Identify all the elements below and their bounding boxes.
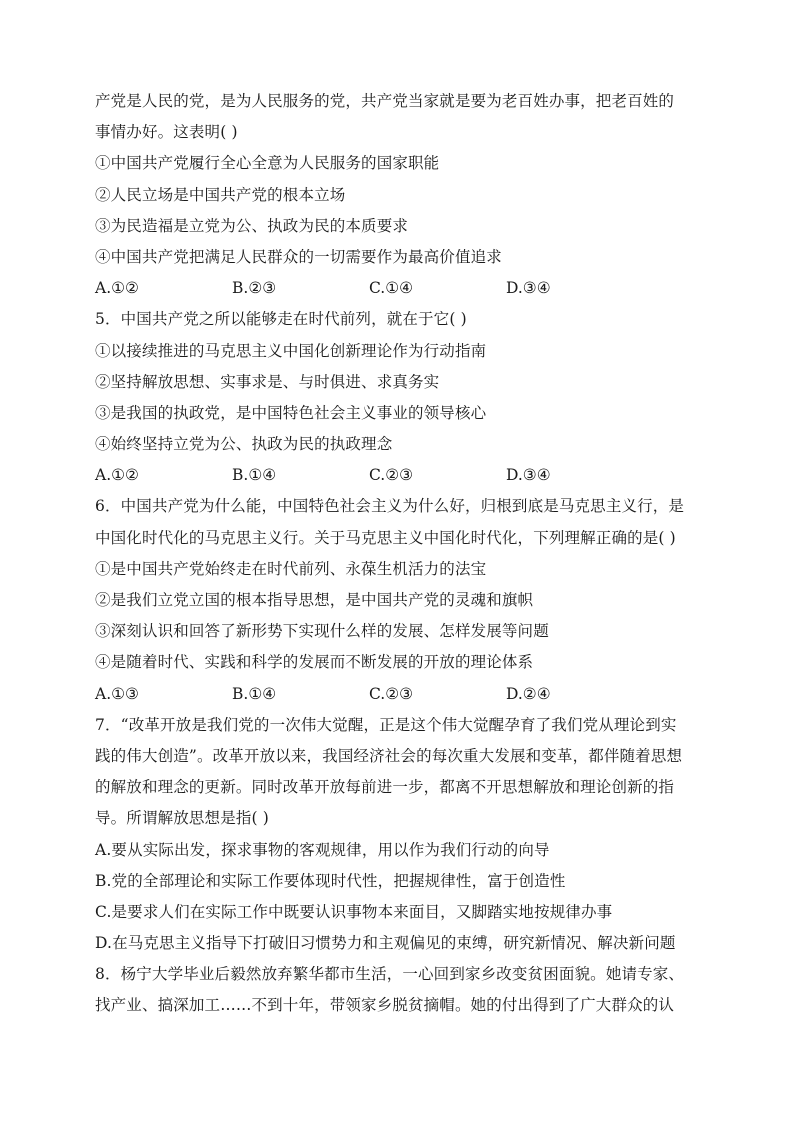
question-5 — [95, 304, 705, 491]
option-b: B.①④ — [232, 684, 277, 703]
question-stem-line: 事情办好。这表明( ) — [95, 123, 238, 142]
choice-d: D.在马克思主义指导下打破旧习惯势力和主观偏见的束缚，研究新情况、解决新问题 — [95, 934, 676, 953]
choice-b: B.党的全部理论和实际工作要体现时代性，把握规律性，富于创造性 — [95, 871, 566, 890]
answer-options — [95, 679, 705, 710]
question-7 — [95, 710, 705, 960]
option-a: A.①③ — [95, 684, 139, 703]
choice-a: A.要从实际出发，探求事物的客观规律，用以作为我们行动的向导 — [95, 840, 550, 859]
question-stem-line: 导。所谓解放思想是指( ) — [95, 809, 269, 828]
statement-item: ②坚持解放思想、实事求是、与时俱进、求真务实 — [95, 372, 440, 391]
statement-item: ④是随着时代、实践和科学的发展而不断发展的开放的理论体系 — [95, 653, 534, 672]
question-stem-line: 践的伟大创造”。改革开放以来，我国经济社会的每次重大发展和变革，都伴随着思想 — [95, 746, 683, 765]
option-c: C.②③ — [369, 684, 414, 703]
option-b: B.①④ — [232, 466, 277, 485]
answer-options — [95, 273, 705, 304]
question-stem-line: 的解放和理念的更新。同时改革开放每前进一步，都离不开思想解放和理论创新的指 — [95, 778, 675, 797]
statement-item: ④始终坚持立党为公、执政为民的执政理念 — [95, 435, 393, 454]
option-a: A.①② — [95, 466, 139, 485]
exam-page — [95, 86, 705, 1022]
option-a: A.①② — [95, 279, 139, 298]
statement-item: ③为民造福是立党为公、执政为民的本质要求 — [95, 216, 409, 235]
option-d: D.③④ — [506, 466, 551, 485]
statement-item: ②是我们立党立国的根本指导思想，是中国共产党的灵魂和旗帜 — [95, 591, 534, 609]
statement-item: ①是中国共产党始终走在时代前列、永葆生机活力的法宝 — [95, 559, 487, 578]
question-6 — [95, 491, 705, 709]
option-d: D.②④ — [506, 684, 551, 703]
question-stem-line: 6．中国共产党为什么能，中国特色社会主义为什么好，归根到底是马克思主义行，是 — [95, 497, 685, 516]
answer-options — [95, 460, 705, 491]
option-c: C.②③ — [369, 466, 414, 485]
statement-item: ③是我国的执政党，是中国特色社会主义事业的领导核心 — [95, 403, 487, 422]
question-stem-line: 找产业、搞深加工……不到十年，带领家乡脱贫摘帽。她的付出得到了广大群众的认 — [95, 996, 675, 1015]
option-c: C.①④ — [369, 279, 414, 298]
question-stem-line: 7．“改革开放是我们党的一次伟大觉醒，正是这个伟大觉醒孕育了我们党从理论到实 — [95, 715, 677, 734]
statement-item: ①中国共产党履行全心全意为人民服务的国家职能 — [95, 154, 440, 173]
option-d: D.③④ — [506, 279, 551, 298]
statement-item: ③深刻认识和回答了新形势下实现什么样的发展、怎样发展等问题 — [95, 622, 549, 641]
question-stem-line: 产党是人民的党，是为人民服务的党，共产党当家就是要为老百姓办事，把老百姓的 — [95, 92, 675, 110]
statement-item: ④中国共产党把满足人民群众的一切需要作为最高价值追求 — [95, 247, 502, 266]
statement-item: ①以接续推进的马克思主义中国化创新理论作为行动指南 — [95, 341, 487, 360]
question-stem-line: 中国化时代化的马克思主义行。关于马克思主义中国化时代化，下列理解正确的是( ) — [95, 528, 676, 547]
choice-c: C.是要求人们在实际工作中既要认识事物本来面目，又脚踏实地按规律办事 — [95, 902, 613, 921]
statement-item: ②人民立场是中国共产党的根本立场 — [95, 185, 346, 204]
question-8 — [95, 959, 705, 1021]
question-4 — [95, 86, 705, 304]
question-stem-line: 8．杨宁大学毕业后毅然放弃繁华都市生活，一心回到家乡改变贫困面貌。她请专家、 — [95, 965, 685, 984]
question-stem-line: 5．中国共产党之所以能够走在时代前列，就在于它( ) — [95, 310, 467, 329]
option-b: B.②③ — [232, 279, 277, 298]
